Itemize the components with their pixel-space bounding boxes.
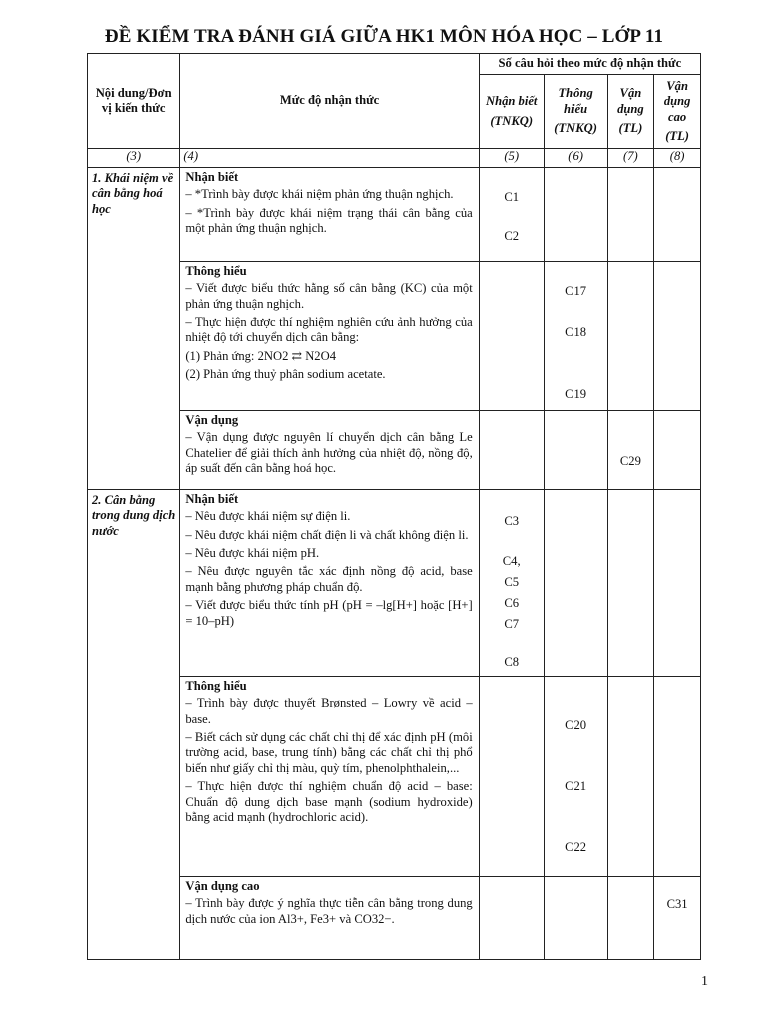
level-cell <box>180 677 479 877</box>
question-cell <box>479 677 544 877</box>
level-label: Nhận biết <box>185 492 239 506</box>
question-cell <box>479 877 544 960</box>
question-code: C2 <box>504 229 520 243</box>
criterion: – Vận dụng được nguyên lí chuyển dịch cân bằng Le Chatelier để giải thích ảnh hưởng của nhiệt độ, nồng độ, áp suất đến cân bằng hoá học. <box>185 430 473 476</box>
table-row <box>88 877 701 960</box>
question-code: C29 <box>619 454 641 468</box>
header-col-nhan-biet: Nhận biết (TNKQ) <box>479 75 544 149</box>
question-code: C18 <box>565 325 587 339</box>
level-cell <box>180 411 479 490</box>
level-label: Thông hiểu <box>185 264 247 278</box>
level-label: Nhận biết <box>185 170 239 184</box>
question-cell <box>544 490 607 677</box>
question-cell <box>607 877 654 960</box>
criterion: (2) Phản ứng thuỷ phân sodium acetate. <box>185 367 386 382</box>
question-cell <box>654 411 701 490</box>
level-label: Thông hiểu <box>185 679 247 693</box>
criterion: – Viết được biểu thức tính pH (pH = –lg[H+] hoặc [H+] = 10–pH) <box>185 598 473 628</box>
question-cell <box>654 168 701 262</box>
question-cell <box>607 262 654 411</box>
criterion: – Nêu được khái niệm chất điện li và chất không điện li. <box>185 527 469 542</box>
level-cell <box>180 262 479 411</box>
col-number: (7) <box>607 149 654 168</box>
criterion: – Viết được biểu thức hằng số cân bằng (KC) của một phản ứng thuận nghịch. <box>185 281 473 311</box>
table-row <box>88 168 701 262</box>
header-col-thong-hieu: Thông hiểu (TNKQ) <box>544 75 607 149</box>
question-code: C6 <box>504 596 520 610</box>
question-cell <box>544 262 607 411</box>
question-code: C3 <box>504 514 520 528</box>
criterion: – Trình bày được thuyết Brønsted – Lowry về acid – base. <box>185 696 473 726</box>
criterion: – Thực hiện được thí nghiệm nghiên cứu ảnh hưởng của nhiệt độ tới chuyển dịch cân bằng: <box>185 315 473 345</box>
criterion: – *Trình bày được khái niệm trạng thái cân bằng của một phản ứng thuận nghịch. <box>185 205 473 236</box>
question-cell <box>607 490 654 677</box>
col-number: (6) <box>544 149 607 168</box>
document-title: ĐỀ KIỂM TRA ĐÁNH GIÁ GIỮA HK1 MÔN HÓA HỌC – LỚP 11 <box>104 26 664 47</box>
criterion: – Thực hiện được thí nghiệm chuẩn độ acid – base: Chuẩn độ dung dịch base mạnh (sodium hydroxide) bằng acid mạnh (hydrochloric acid). <box>185 779 473 824</box>
header-question-span: Số câu hỏi theo mức độ nhận thức <box>479 54 700 75</box>
level-cell <box>180 877 479 960</box>
criterion: – Nêu được khái niệm pH. <box>185 546 320 561</box>
question-cell <box>654 877 701 960</box>
criterion: – Nêu được khái niệm sự điện li. <box>185 509 351 524</box>
col-number: (8) <box>654 149 701 168</box>
col-number: (3) <box>88 149 180 168</box>
question-code: C21 <box>565 779 587 793</box>
question-cell <box>607 168 654 262</box>
criterion: – *Trình bày được khái niệm phản ứng thuận nghịch. <box>185 187 454 202</box>
question-cell <box>479 411 544 490</box>
unit-name: 1. Khái niệm về cân bằng hoá học <box>88 168 180 490</box>
level-cell <box>180 490 479 677</box>
level-label: Vận dụng <box>185 413 239 427</box>
level-label: Vận dụng cao <box>185 879 260 893</box>
question-code: C8 <box>504 655 520 669</box>
table-row <box>88 677 701 877</box>
question-cell <box>479 490 544 677</box>
criterion: – Nêu được nguyên tắc xác định nồng độ acid, base mạnh bằng phương pháp chuẩn độ. <box>185 564 473 594</box>
page-number: 1 <box>701 974 708 989</box>
question-cell <box>654 677 701 877</box>
question-cell <box>544 411 607 490</box>
question-code: C31 <box>666 897 688 911</box>
criterion: – Trình bày được ý nghĩa thực tiễn cân bằng trong dung dịch nước của ion Al3+, Fe3+ và CO32−. <box>185 896 473 926</box>
header-col-van-dung-cao: Vận dụng cao (TL) <box>654 75 701 149</box>
question-code: C1 <box>504 190 520 204</box>
question-cell <box>544 877 607 960</box>
question-code: C20 <box>565 718 587 732</box>
unit-name: 2. Cân bằng trong dung dịch nước <box>88 490 180 960</box>
header-col-van-dung: Vận dụng (TL) <box>607 75 654 149</box>
column-number-row <box>88 149 701 168</box>
question-cell <box>479 168 544 262</box>
question-cell <box>607 677 654 877</box>
question-cell <box>544 677 607 877</box>
header-level: Mức độ nhận thức <box>180 54 479 149</box>
table-row <box>88 262 701 411</box>
question-code: C19 <box>565 387 587 401</box>
question-code: C4, <box>502 554 521 568</box>
col-number: (5) <box>479 149 544 168</box>
level-cell <box>180 168 479 262</box>
question-code: C17 <box>565 284 587 298</box>
question-cell <box>607 411 654 490</box>
assessment-matrix-table <box>87 53 701 960</box>
question-code: C5 <box>504 575 520 589</box>
criterion: (1) Phản ứng: 2NO2 ⇄ N2O4 <box>185 348 336 363</box>
question-code: C22 <box>565 840 587 854</box>
header-unit: Nội dung/Đơn vị kiến thức <box>88 54 180 149</box>
question-cell <box>654 490 701 677</box>
question-cell <box>544 168 607 262</box>
question-cell <box>654 262 701 411</box>
criterion: – Biết cách sử dụng các chất chỉ thị để xác định pH (môi trường acid, base, trung tính) bằng các chất chỉ thị phổ biến như giấy chỉ thị màu, quỳ tím, phenolphthalein,... <box>185 730 473 775</box>
question-code: C7 <box>504 617 520 631</box>
question-cell <box>479 262 544 411</box>
table-row <box>88 490 701 677</box>
table-row <box>88 411 701 490</box>
col-number: (4) <box>180 149 479 168</box>
